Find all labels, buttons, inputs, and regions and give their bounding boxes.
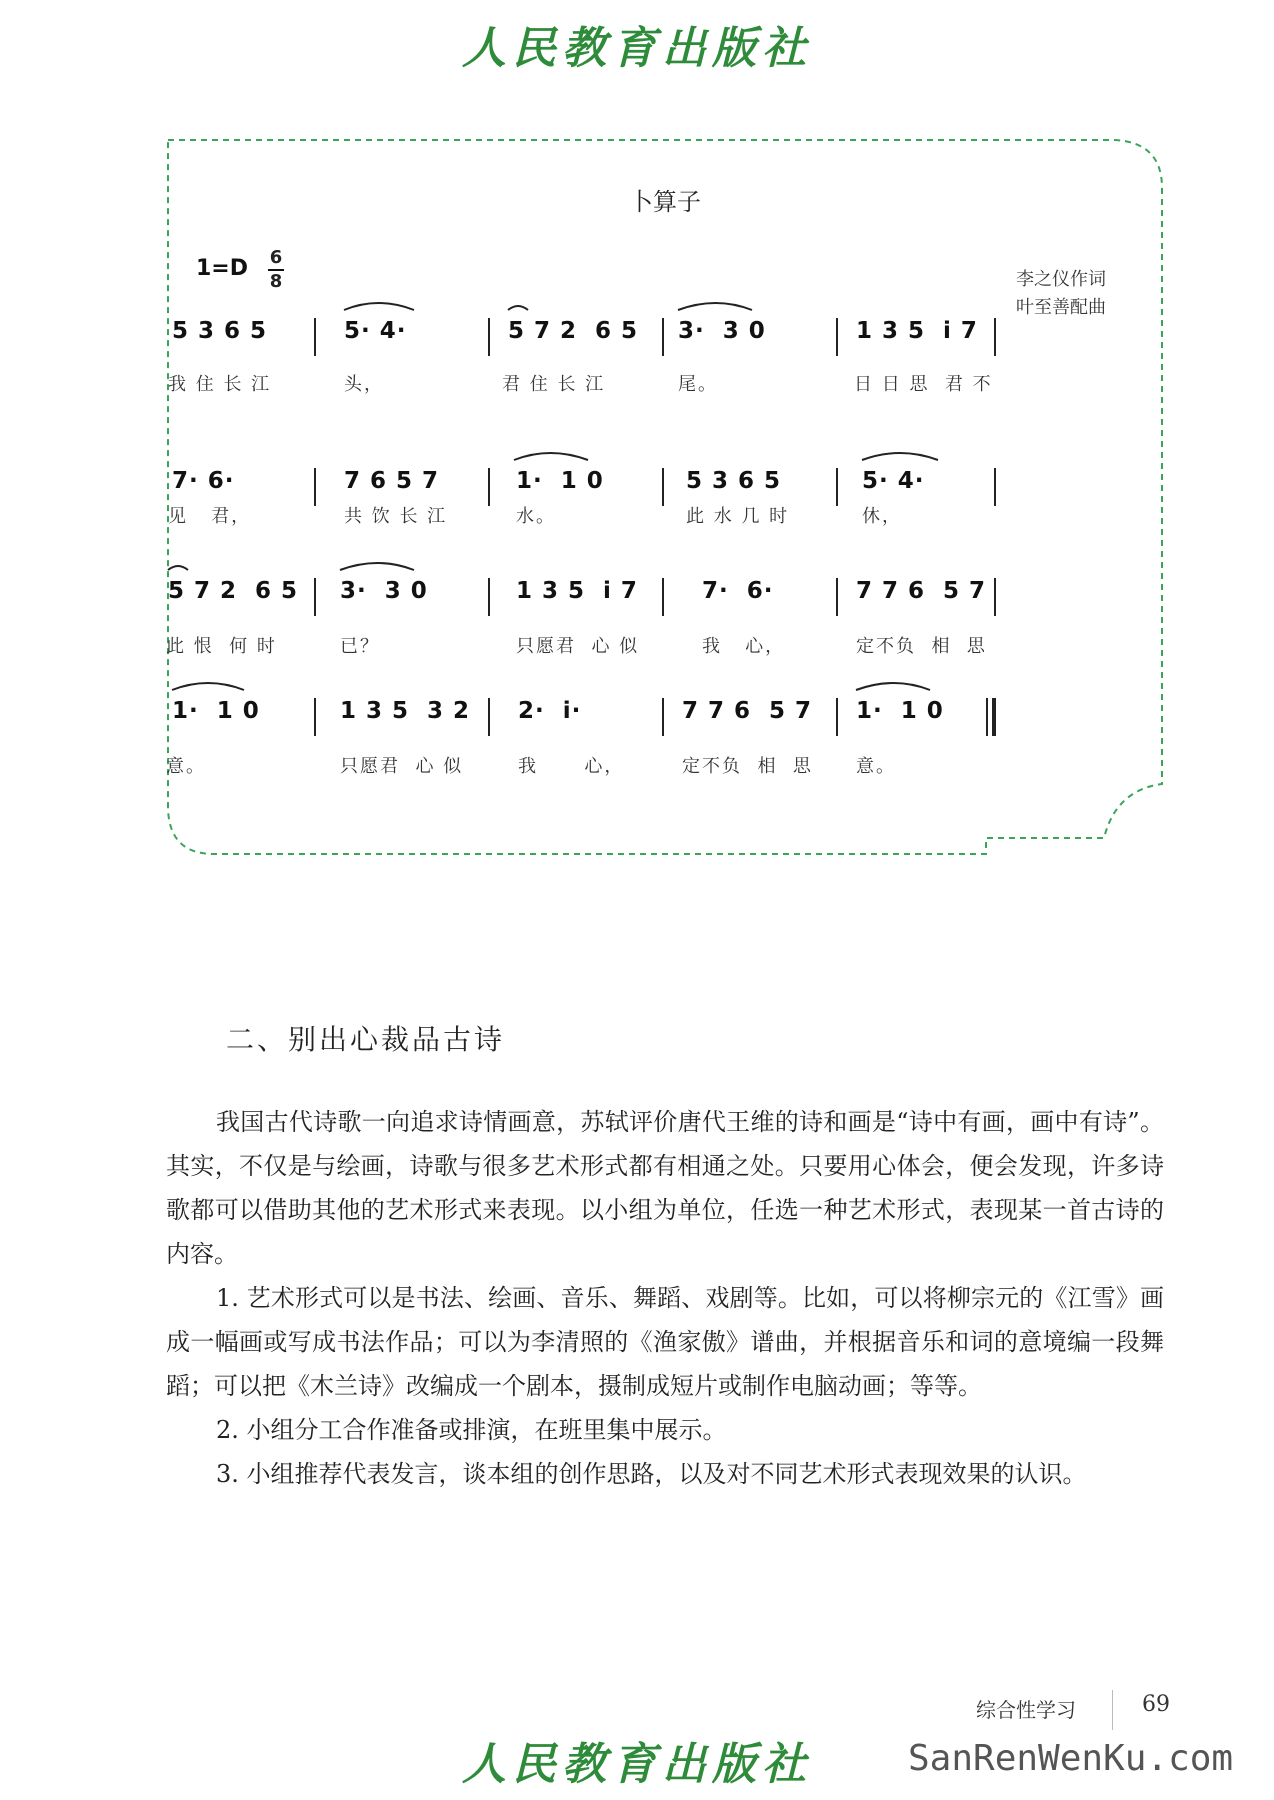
measure: 7 7 6 5 7 xyxy=(856,578,987,604)
measure: 5 7 2 6 5 xyxy=(508,318,639,344)
list-item: 1. 艺术形式可以是书法、绘画、音乐、舞蹈、戏剧等。比如，可以将柳宗元的《江雪》画成一幅画或写成书法作品；可以为李清照的《渔家傲》谱曲，并根据音乐和词的意境编一段舞蹈；可以把《木兰诗》改编成一个剧本，摄制成短片或制作电脑动画；等等。 xyxy=(166,1284,1164,1400)
footer-divider xyxy=(1112,1690,1113,1730)
measure: 7· 6· xyxy=(702,578,774,604)
lyric: 我 住 长 江 xyxy=(168,374,272,395)
barline xyxy=(662,578,664,616)
lyric: 此 恨 何 时 xyxy=(166,636,277,657)
meter-bottom: 8 xyxy=(269,271,283,292)
final-barline-thick xyxy=(992,698,996,736)
measure: 3· 3 0 xyxy=(340,578,428,604)
lyric: 水。 xyxy=(516,506,556,527)
lyric: 我 心， xyxy=(702,636,786,657)
barline xyxy=(314,698,316,736)
barline xyxy=(662,468,664,506)
measure: 1 3 5 3 2 xyxy=(340,698,471,724)
barline xyxy=(314,578,316,616)
meter-top: 6 xyxy=(269,247,283,268)
list-item: 2. 小组分工合作准备或排演，在班里集中展示。 xyxy=(216,1416,727,1444)
lyric: 意。 xyxy=(166,756,206,777)
measure: 1· 1 0 xyxy=(172,698,260,724)
barline xyxy=(488,578,490,616)
body-text xyxy=(166,1100,1164,1496)
lyric: 意。 xyxy=(856,756,896,777)
score-dashed-border xyxy=(166,138,1164,956)
barline xyxy=(662,698,664,736)
measure: 7 7 6 5 7 xyxy=(682,698,813,724)
measure: 1· 1 0 xyxy=(856,698,944,724)
lyric: 尾。 xyxy=(678,374,718,395)
lyric: 此 水 几 时 xyxy=(686,506,790,527)
measure: 7 6 5 7 xyxy=(344,468,440,494)
barline xyxy=(314,318,316,356)
publisher-logo-top: 人民教育出版社 xyxy=(462,23,812,74)
barline xyxy=(994,578,996,616)
lyric: 共 饮 长 江 xyxy=(344,506,448,527)
barline xyxy=(488,698,490,736)
barline xyxy=(836,468,838,506)
list-item: 3. 小组推荐代表发言，谈本组的创作思路，以及对不同艺术形式表现效果的认识。 xyxy=(216,1460,1087,1488)
section-heading: 二、别出心裁品古诗 xyxy=(226,1023,506,1056)
lyricist-credit: 李之仪作词 xyxy=(1016,269,1106,290)
barline xyxy=(314,468,316,506)
measure: 1 3 5 i 7 xyxy=(516,578,638,604)
lyric: 头， xyxy=(344,374,384,395)
song-credits xyxy=(1016,266,1106,322)
lyric: 我 心， xyxy=(518,756,625,777)
song-title: 卜算子 xyxy=(629,188,701,216)
barline xyxy=(662,318,664,356)
barline xyxy=(994,468,996,506)
measure: 5 3 6 5 xyxy=(686,468,782,494)
measure: 5 7 2 6 5 xyxy=(168,578,299,604)
measure: 1 3 5 i 7 xyxy=(856,318,978,344)
measure: 7· 6· xyxy=(172,468,235,494)
barline xyxy=(994,318,996,356)
lyric: 只愿君 心 似 xyxy=(340,756,464,777)
lyric: 定不负 相 思 xyxy=(682,756,813,777)
measure: 5· 4· xyxy=(344,318,407,344)
lyric: 休， xyxy=(862,506,902,527)
measure: 5· 4· xyxy=(862,468,925,494)
final-barline xyxy=(986,698,988,736)
paragraph: 我国古代诗歌一向追求诗情画意，苏轼评价唐代王维的诗和画是“诗中有画，画中有诗”。其实，不仅是与绘画，诗歌与很多艺术形式都有相通之处。只要用心体会，便会发现，许多诗歌都可以借助其他的艺术形式来表现。以小组为单位，任选一种艺术形式，表现某一首古诗的内容。 xyxy=(166,1108,1164,1268)
lyric: 只愿君 心 似 xyxy=(516,636,640,657)
lyric: 已？ xyxy=(340,636,380,657)
measure: 1· 1 0 xyxy=(516,468,604,494)
publisher-logo-bottom: 人民教育出版社 xyxy=(462,1739,812,1790)
composer-credit: 叶至善配曲 xyxy=(1016,297,1106,318)
barline xyxy=(836,578,838,616)
lyric: 定不负 相 思 xyxy=(856,636,987,657)
time-signature xyxy=(266,248,286,292)
page-number: 69 xyxy=(1142,1692,1170,1717)
footer-section-name: 综合性学习 xyxy=(976,1698,1076,1722)
lyric: 日 日 思 君 不 xyxy=(854,374,993,395)
measure: 2· i· xyxy=(518,698,582,724)
lyric: 君 住 长 江 xyxy=(502,374,606,395)
barline xyxy=(488,318,490,356)
score-panel xyxy=(166,138,1164,956)
key-signature: 1=D xyxy=(196,256,249,281)
measure: 5 3 6 5 xyxy=(172,318,268,344)
barline xyxy=(488,468,490,506)
barline xyxy=(836,698,838,736)
lyric: 见 君， xyxy=(168,506,252,527)
measure: 3· 3 0 xyxy=(678,318,766,344)
watermark: SanRenWenKu.com xyxy=(908,1738,1234,1779)
barline xyxy=(836,318,838,356)
